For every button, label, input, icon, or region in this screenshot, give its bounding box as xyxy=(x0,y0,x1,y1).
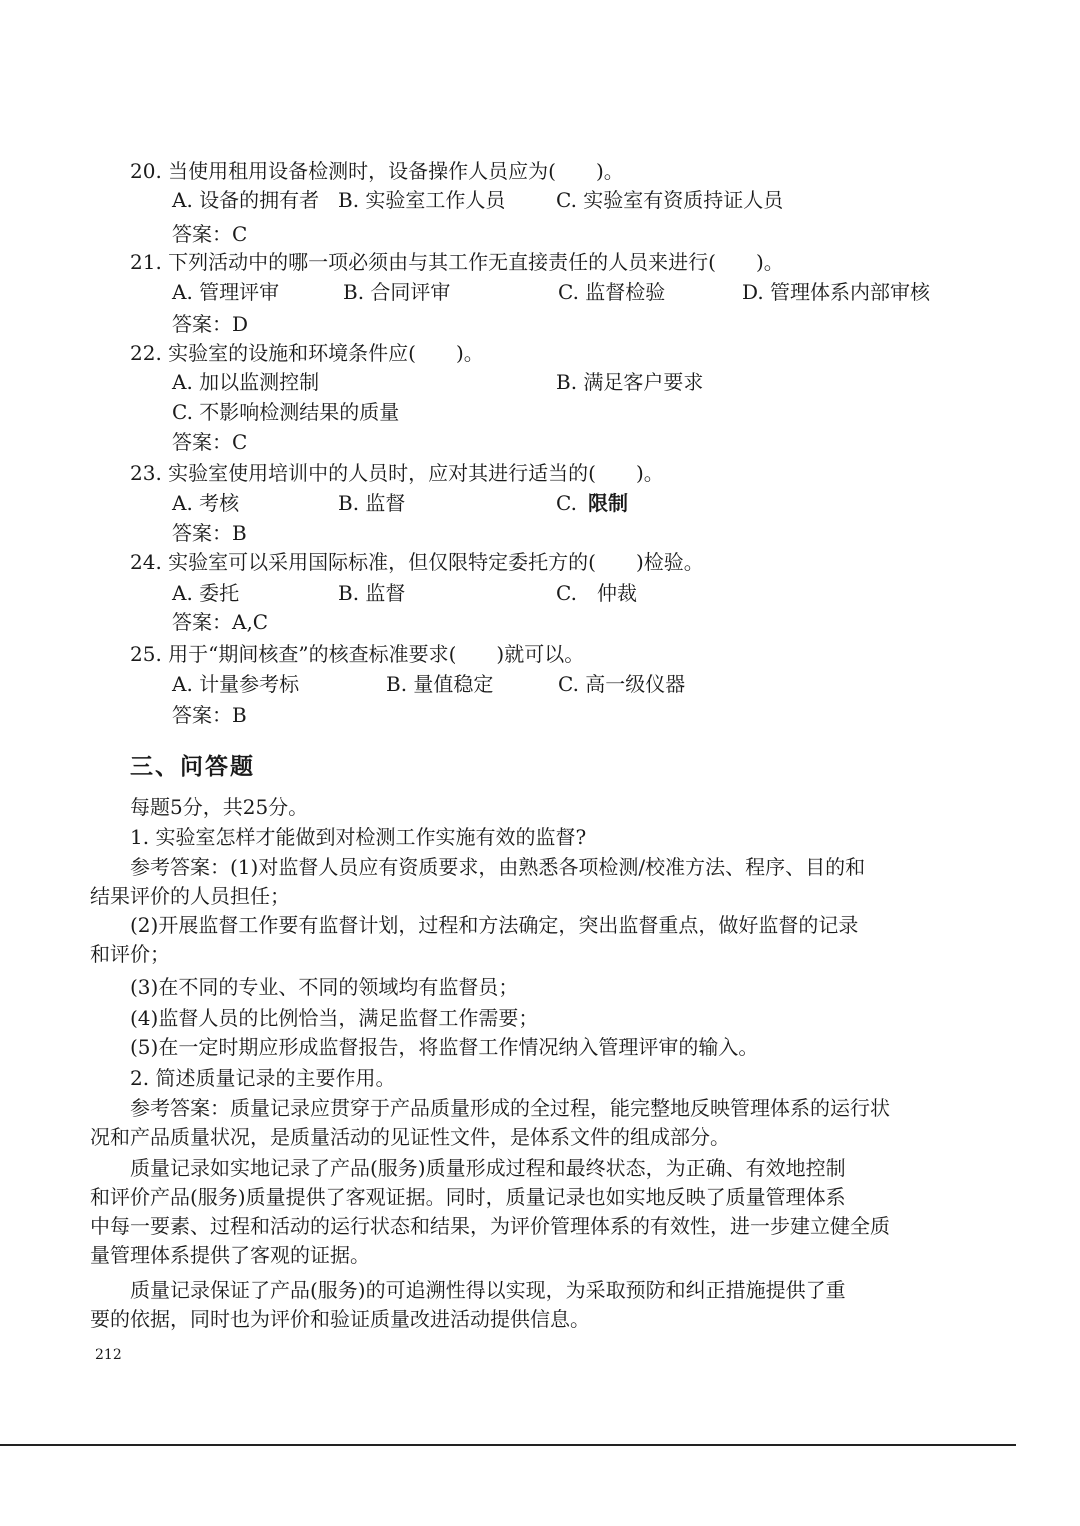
essay-answer-1-point-2-line-2: 和评价； xyxy=(90,942,170,966)
question-21-stem: 21. 下列活动中的哪一项必须由与其工作无直接责任的人员来进行( )。 xyxy=(130,250,784,274)
question-21-option-c: C. 监督检验 xyxy=(558,280,666,304)
question-23-option-b: B. 监督 xyxy=(338,491,406,515)
question-21-option-a: A. 管理评审 xyxy=(172,280,280,304)
section-intro: 每题5分，共25分。 xyxy=(130,795,309,819)
question-22-option-a: A. 加以监测控制 xyxy=(172,370,320,394)
question-23-option-a: A. 考核 xyxy=(172,491,240,515)
question-23-option-c-label: C. xyxy=(556,491,577,515)
question-20-answer: 答案：C xyxy=(172,222,248,246)
section-title: 三、问答题 xyxy=(130,754,255,780)
bottom-rule xyxy=(0,1444,1016,1446)
question-24-option-b: B. 监督 xyxy=(338,581,406,605)
question-25-option-b: B. 量值稳定 xyxy=(386,672,494,696)
question-22-answer: 答案：C xyxy=(172,430,248,454)
question-21-option-b: B. 合同评审 xyxy=(343,280,451,304)
essay-answer-2-p2-line-2: 和评价产品(服务)质量提供了客观证据。同时，质量记录也如实地反映了质量管理体系 xyxy=(90,1185,846,1209)
essay-answer-1-line-2: 结果评价的人员担任； xyxy=(90,884,290,908)
question-25-option-a: A. 计量参考标 xyxy=(172,672,300,696)
question-22-stem: 22. 实验室的设施和环境条件应( )。 xyxy=(130,341,484,365)
question-22-option-c: C. 不影响检测结果的质量 xyxy=(172,400,400,424)
essay-answer-2-p1-line-2: 况和产品质量状况，是质量活动的见证性文件，是体系文件的组成部分。 xyxy=(90,1125,730,1149)
question-21-option-d: D. 管理体系内部审核 xyxy=(742,280,931,304)
question-20-option-b: B. 实验室工作人员 xyxy=(338,188,506,212)
question-24-option-a: A. 委托 xyxy=(172,581,240,605)
essay-answer-1-line-1: 参考答案：(1)对监督人员应有资质要求，由熟悉各项检测/校准方法、程序、目的和 xyxy=(130,855,866,879)
essay-answer-1-point-3: (3)在不同的专业、不同的领域均有监督员； xyxy=(130,975,519,999)
question-23-option-c-text: 限制 xyxy=(588,491,628,515)
question-24-option-c: C. 仲裁 xyxy=(556,581,637,605)
essay-answer-1-point-5: (5)在一定时期应形成监督报告，将监督工作情况纳入管理评审的输入。 xyxy=(130,1035,759,1059)
question-25-option-c: C. 高一级仪器 xyxy=(558,672,686,696)
question-20-stem: 20. 当使用租用设备检测时，设备操作人员应为( )。 xyxy=(130,159,624,183)
question-21-answer: 答案：D xyxy=(172,312,249,336)
question-24-answer: 答案：A,C xyxy=(172,610,269,634)
essay-answer-2-p3-line-2: 要的依据，同时也为评价和验证质量改进活动提供信息。 xyxy=(90,1307,590,1331)
question-25-stem: 25. 用于“期间核查”的核查标准要求( )就可以。 xyxy=(130,642,585,666)
question-25-answer: 答案：B xyxy=(172,703,247,727)
essay-answer-2-p2-line-3: 中每一要素、过程和活动的运行状态和结果，为评价管理体系的有效性，进一步建立健全质 xyxy=(90,1214,890,1238)
question-24-stem: 24. 实验室可以采用国际标准，但仅限特定委托方的( )检验。 xyxy=(130,550,704,574)
question-20-option-c: C. 实验室有资质持证人员 xyxy=(556,188,784,212)
essay-answer-2-p2-line-1: 质量记录如实地记录了产品(服务)质量形成过程和最终状态，为正确、有效地控制 xyxy=(130,1156,846,1180)
page-number: 212 xyxy=(95,1347,122,1363)
essay-question-1: 1. 实验室怎样才能做到对检测工作实施有效的监督? xyxy=(130,825,587,849)
question-23-answer: 答案：B xyxy=(172,521,247,545)
essay-question-2: 2. 简述质量记录的主要作用。 xyxy=(130,1066,396,1090)
essay-answer-1-point-2-line-1: (2)开展监督工作要有监督计划，过程和方法确定，突出监督重点，做好监督的记录 xyxy=(130,913,859,937)
essay-answer-2-p1-line-1: 参考答案：质量记录应贯穿于产品质量形成的全过程，能完整地反映管理体系的运行状 xyxy=(130,1096,890,1120)
essay-answer-2-p3-line-1: 质量记录保证了产品(服务)的可追溯性得以实现，为采取预防和纠正措施提供了重 xyxy=(130,1278,846,1302)
question-20-option-a: A. 设备的拥有者 xyxy=(172,188,320,212)
essay-answer-2-p2-line-4: 量管理体系提供了客观的证据。 xyxy=(90,1243,370,1267)
essay-answer-1-point-4: (4)监督人员的比例恰当，满足监督工作需要； xyxy=(130,1006,539,1030)
question-22-option-b: B. 满足客户要求 xyxy=(556,370,704,394)
question-23-stem: 23. 实验室使用培训中的人员时，应对其进行适当的( )。 xyxy=(130,461,664,485)
